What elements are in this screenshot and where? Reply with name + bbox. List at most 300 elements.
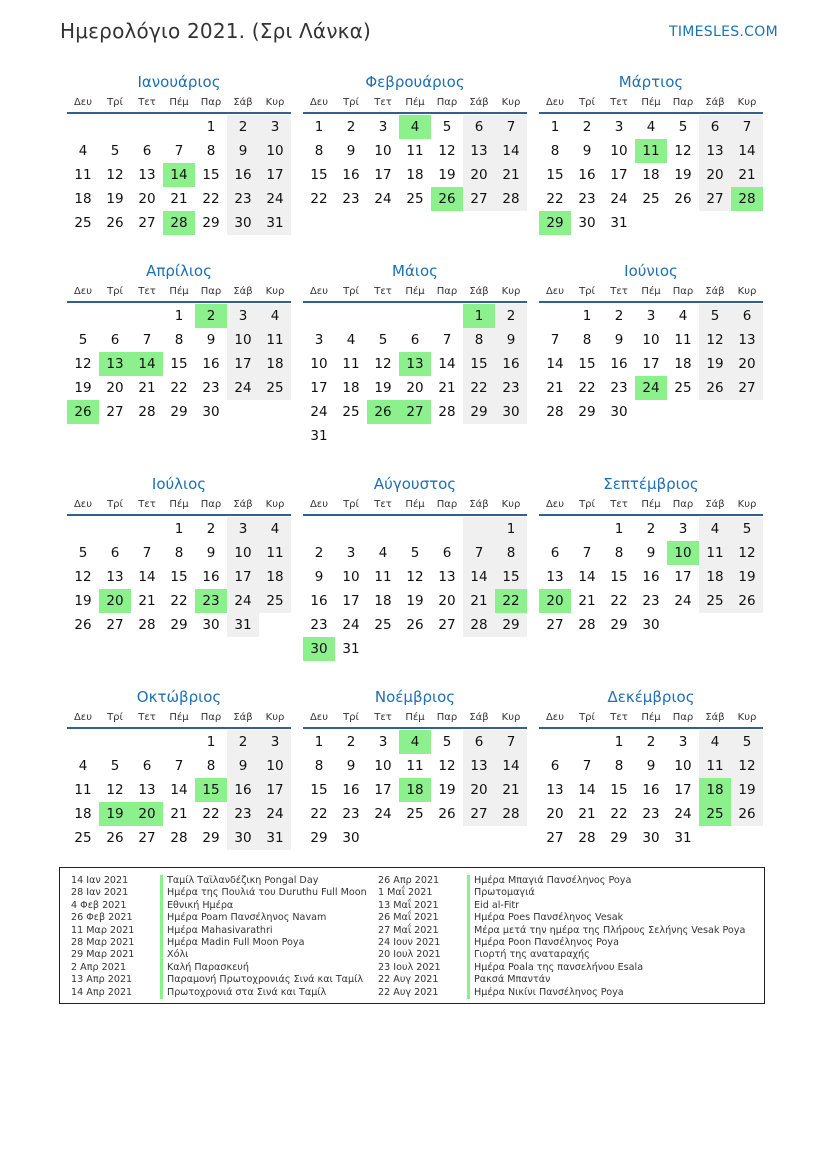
empty-cell bbox=[163, 730, 195, 754]
day-cell: 9 bbox=[346, 758, 356, 774]
legend-item bbox=[378, 974, 745, 986]
empty-cell bbox=[463, 424, 495, 448]
day-cell: 18 bbox=[406, 167, 424, 183]
day-cell: 16 bbox=[202, 569, 220, 585]
weekday-label: Παρ bbox=[436, 97, 458, 108]
day-cell: 1 bbox=[206, 119, 216, 135]
week-row bbox=[67, 517, 291, 541]
holiday-day: 28 bbox=[163, 211, 195, 235]
day-cell: 13 bbox=[731, 328, 763, 352]
day-cell: 17 bbox=[674, 569, 692, 585]
holiday-day: 14 bbox=[163, 163, 195, 187]
day-cell: 23 bbox=[202, 380, 220, 396]
legend-holiday-name: Ταμίλ Ταϊλανδέζικη Pongal Day bbox=[160, 875, 318, 887]
legend-holiday-name: Παραμονή Πρωτοχρονιάς Σινά και Ταμίλ bbox=[160, 974, 363, 986]
weekday-label: Δευ bbox=[309, 499, 329, 510]
empty-cell bbox=[303, 517, 335, 541]
legend-item bbox=[71, 974, 367, 986]
day-cell: 19 bbox=[106, 191, 124, 207]
month-block bbox=[303, 685, 527, 850]
legend-date: 14 Απρ 2021 bbox=[71, 986, 133, 998]
day-cell: 1 bbox=[314, 119, 324, 135]
legend-date: 27 Μαΐ 2021 bbox=[378, 924, 439, 936]
holiday-day: 20 bbox=[539, 589, 571, 613]
legend-holiday-name: Μέρα μετά την ημέρα της Πλήρους Σελήνης Vesak Poya bbox=[467, 925, 745, 937]
weekday-label: Τετ bbox=[138, 97, 156, 108]
empty-cell bbox=[539, 304, 571, 328]
weekday-label: Δευ bbox=[73, 286, 93, 297]
weekday-label: Παρ bbox=[200, 499, 222, 510]
day-cell: 16 bbox=[342, 167, 360, 183]
week-row bbox=[303, 115, 527, 139]
day-cell: 25 bbox=[342, 404, 360, 420]
week-row bbox=[303, 730, 527, 754]
day-cell: 9 bbox=[206, 545, 216, 561]
day-cell: 21 bbox=[731, 163, 763, 187]
day-cell: 28 bbox=[463, 613, 495, 637]
weekday-label: Δευ bbox=[73, 712, 93, 723]
day-cell: 5 bbox=[78, 332, 88, 348]
week-row bbox=[303, 400, 527, 424]
day-cell: 6 bbox=[699, 115, 731, 139]
weekday-label: Τετ bbox=[374, 712, 392, 723]
week-row bbox=[303, 589, 527, 613]
day-cell: 12 bbox=[74, 569, 92, 585]
empty-cell bbox=[431, 424, 463, 448]
month-block bbox=[539, 685, 763, 850]
day-cell: 16 bbox=[227, 778, 259, 802]
weekday-label: Πέμ bbox=[405, 286, 425, 297]
legend-date: 13 Μαΐ 2021 bbox=[378, 899, 439, 911]
weekday-label: Παρ bbox=[672, 712, 694, 723]
day-cell: 14 bbox=[463, 565, 495, 589]
weekday-label: Δευ bbox=[73, 97, 93, 108]
day-cell: 17 bbox=[227, 352, 259, 376]
day-cell: 12 bbox=[438, 143, 456, 159]
empty-cell bbox=[431, 517, 463, 541]
legend-holiday-name: Καλή Παρασκευή bbox=[160, 962, 249, 974]
day-cell: 11 bbox=[699, 754, 731, 778]
day-cell: 3 bbox=[227, 304, 259, 328]
weekday-label: Κυρ bbox=[737, 499, 757, 510]
day-cell: 13 bbox=[546, 569, 564, 585]
day-cell: 7 bbox=[582, 545, 592, 561]
day-cell: 15 bbox=[202, 167, 220, 183]
day-cell: 23 bbox=[578, 191, 596, 207]
day-cell: 21 bbox=[463, 589, 495, 613]
day-cell: 3 bbox=[227, 517, 259, 541]
day-cell: 6 bbox=[410, 332, 420, 348]
day-cell: 3 bbox=[346, 545, 356, 561]
day-cell: 8 bbox=[614, 545, 624, 561]
day-cell: 10 bbox=[310, 356, 328, 372]
weekday-label: Τετ bbox=[374, 97, 392, 108]
week-row bbox=[303, 565, 527, 589]
week-row bbox=[539, 304, 763, 328]
week-row bbox=[67, 778, 291, 802]
header-rule bbox=[303, 514, 527, 516]
day-cell: 18 bbox=[642, 167, 660, 183]
empty-cell bbox=[399, 424, 431, 448]
day-cell: 3 bbox=[678, 521, 688, 537]
day-cell: 6 bbox=[463, 730, 495, 754]
holiday-day: 13 bbox=[99, 352, 131, 376]
empty-cell bbox=[495, 826, 527, 850]
legend-holiday-name: Ημέρα Poam Πανσέληνος Navam bbox=[160, 912, 326, 924]
day-cell: 25 bbox=[74, 830, 92, 846]
month-title: Αύγουστος bbox=[373, 475, 457, 493]
empty-cell bbox=[731, 211, 763, 235]
empty-cell bbox=[635, 400, 667, 424]
day-cell: 29 bbox=[463, 400, 495, 424]
day-cell: 14 bbox=[495, 139, 527, 163]
day-cell: 25 bbox=[406, 191, 424, 207]
day-cell: 24 bbox=[374, 191, 392, 207]
holiday-day: 23 bbox=[195, 589, 227, 613]
day-cell: 23 bbox=[610, 380, 628, 396]
weekday-label: Πέμ bbox=[169, 97, 189, 108]
holiday-day: 4 bbox=[399, 730, 431, 754]
weekday-label: Πέμ bbox=[641, 97, 661, 108]
weekday-label: Δευ bbox=[309, 286, 329, 297]
day-cell: 16 bbox=[495, 352, 527, 376]
day-cell: 13 bbox=[699, 139, 731, 163]
empty-cell bbox=[571, 517, 603, 541]
legend-item bbox=[378, 937, 745, 949]
empty-cell bbox=[303, 304, 335, 328]
day-cell: 9 bbox=[227, 754, 259, 778]
weekday-header bbox=[303, 709, 527, 727]
empty-cell bbox=[399, 304, 431, 328]
week-row bbox=[67, 613, 291, 637]
day-cell: 9 bbox=[646, 758, 656, 774]
legend-date: 29 Μαρ 2021 bbox=[71, 949, 135, 961]
day-cell: 4 bbox=[678, 308, 688, 324]
weekday-label: Τετ bbox=[610, 712, 628, 723]
holiday-day: 27 bbox=[399, 400, 431, 424]
empty-cell bbox=[367, 424, 399, 448]
day-cell: 25 bbox=[259, 589, 291, 613]
day-cell: 14 bbox=[578, 569, 596, 585]
weekday-header bbox=[303, 94, 527, 112]
day-cell: 21 bbox=[438, 380, 456, 396]
day-cell: 15 bbox=[610, 782, 628, 798]
week-row bbox=[303, 637, 527, 661]
weekday-label: Σάβ bbox=[233, 286, 253, 297]
week-row bbox=[539, 541, 763, 565]
weekday-header bbox=[67, 496, 291, 514]
day-cell: 1 bbox=[174, 308, 184, 324]
day-cell: 14 bbox=[170, 782, 188, 798]
holiday-day: 10 bbox=[667, 541, 699, 565]
week-row bbox=[67, 187, 291, 211]
day-cell: 11 bbox=[74, 167, 92, 183]
weekday-label: Κυρ bbox=[501, 286, 521, 297]
day-cell: 6 bbox=[110, 545, 120, 561]
empty-cell bbox=[163, 115, 195, 139]
legend-date: 2 Απρ 2021 bbox=[71, 961, 127, 973]
weekday-label: Παρ bbox=[436, 286, 458, 297]
day-cell: 14 bbox=[495, 754, 527, 778]
weekday-label: Τετ bbox=[610, 286, 628, 297]
day-cell: 28 bbox=[138, 404, 156, 420]
weekday-header bbox=[539, 94, 763, 112]
weekday-header bbox=[303, 496, 527, 514]
empty-cell bbox=[495, 637, 527, 661]
day-cell: 17 bbox=[642, 356, 660, 372]
day-cell: 22 bbox=[578, 380, 596, 396]
day-cell: 10 bbox=[674, 758, 692, 774]
day-cell: 29 bbox=[610, 830, 628, 846]
empty-cell bbox=[463, 826, 495, 850]
weekday-label: Τετ bbox=[138, 286, 156, 297]
day-cell: 7 bbox=[174, 758, 184, 774]
day-cell: 25 bbox=[406, 806, 424, 822]
day-cell: 21 bbox=[578, 806, 596, 822]
week-row bbox=[539, 613, 763, 637]
weekday-label: Τρί bbox=[107, 286, 123, 297]
weekday-header bbox=[67, 94, 291, 112]
month-block bbox=[303, 70, 527, 211]
page-title: Ημερολόγιο 2021. (Σρι Λάνκα) bbox=[60, 19, 372, 43]
day-cell: 6 bbox=[442, 545, 452, 561]
weekday-label: Τετ bbox=[374, 286, 392, 297]
day-cell: 14 bbox=[546, 356, 564, 372]
day-cell: 24 bbox=[374, 806, 392, 822]
week-row bbox=[67, 139, 291, 163]
day-cell: 22 bbox=[610, 593, 628, 609]
day-cell: 1 bbox=[550, 119, 560, 135]
weekday-label: Κυρ bbox=[265, 712, 285, 723]
empty-cell bbox=[367, 517, 399, 541]
day-cell: 19 bbox=[731, 778, 763, 802]
day-cell: 20 bbox=[699, 163, 731, 187]
day-cell: 22 bbox=[310, 806, 328, 822]
day-cell: 24 bbox=[259, 187, 291, 211]
day-cell: 26 bbox=[674, 191, 692, 207]
month-title: Σεπτέμβριος bbox=[603, 475, 699, 493]
day-cell: 18 bbox=[699, 565, 731, 589]
week-row bbox=[539, 517, 763, 541]
day-cell: 12 bbox=[438, 758, 456, 774]
legend-item bbox=[378, 912, 745, 924]
empty-cell bbox=[227, 400, 259, 424]
day-cell: 9 bbox=[206, 332, 216, 348]
day-cell: 28 bbox=[170, 830, 188, 846]
day-cell: 20 bbox=[731, 352, 763, 376]
month-block bbox=[303, 472, 527, 661]
day-cell: 26 bbox=[106, 215, 124, 231]
day-cell: 5 bbox=[110, 143, 120, 159]
empty-cell bbox=[367, 826, 399, 850]
header-rule bbox=[539, 514, 763, 516]
day-cell: 21 bbox=[170, 191, 188, 207]
day-cell: 8 bbox=[314, 143, 324, 159]
month-title: Ιούλιος bbox=[151, 475, 207, 493]
site-link[interactable]: TIMESLES.COM bbox=[669, 24, 778, 40]
legend-item bbox=[378, 949, 745, 961]
day-cell: 19 bbox=[699, 352, 731, 376]
day-cell: 9 bbox=[582, 143, 592, 159]
day-cell: 9 bbox=[495, 328, 527, 352]
day-cell: 5 bbox=[699, 304, 731, 328]
weekday-label: Σάβ bbox=[233, 499, 253, 510]
empty-cell bbox=[131, 730, 163, 754]
day-cell: 15 bbox=[310, 782, 328, 798]
day-cell: 30 bbox=[578, 215, 596, 231]
holiday-day: 24 bbox=[635, 376, 667, 400]
day-cell: 4 bbox=[78, 143, 88, 159]
legend-item bbox=[71, 875, 367, 887]
day-cell: 1 bbox=[174, 521, 184, 537]
day-cell: 5 bbox=[78, 545, 88, 561]
legend-item bbox=[71, 937, 367, 949]
empty-cell bbox=[431, 304, 463, 328]
day-cell: 2 bbox=[346, 734, 356, 750]
day-cell: 13 bbox=[463, 139, 495, 163]
weekday-label: Σάβ bbox=[469, 499, 489, 510]
day-cell: 27 bbox=[463, 802, 495, 826]
legend-item bbox=[378, 875, 745, 887]
week-row bbox=[303, 376, 527, 400]
header-rule bbox=[303, 727, 527, 729]
day-cell: 24 bbox=[610, 191, 628, 207]
day-cell: 1 bbox=[582, 308, 592, 324]
week-row bbox=[303, 802, 527, 826]
empty-cell bbox=[399, 637, 431, 661]
week-row bbox=[303, 424, 527, 448]
day-cell: 6 bbox=[550, 758, 560, 774]
header-rule bbox=[539, 727, 763, 729]
day-cell: 30 bbox=[202, 404, 220, 420]
weekday-label: Πέμ bbox=[169, 712, 189, 723]
day-cell: 12 bbox=[731, 754, 763, 778]
day-cell: 15 bbox=[495, 565, 527, 589]
month-title: Νοέμβριος bbox=[374, 688, 456, 706]
weekday-header bbox=[67, 283, 291, 301]
week-row bbox=[539, 163, 763, 187]
day-cell: 18 bbox=[259, 352, 291, 376]
day-cell: 12 bbox=[106, 167, 124, 183]
header-rule bbox=[67, 727, 291, 729]
day-cell: 16 bbox=[642, 569, 660, 585]
week-row bbox=[67, 115, 291, 139]
day-cell: 21 bbox=[578, 593, 596, 609]
day-cell: 28 bbox=[546, 404, 564, 420]
day-cell: 28 bbox=[578, 830, 596, 846]
month-title: Φεβρουάριος bbox=[365, 73, 465, 91]
day-cell: 27 bbox=[731, 376, 763, 400]
day-cell: 31 bbox=[259, 826, 291, 850]
empty-cell bbox=[399, 826, 431, 850]
day-cell: 29 bbox=[578, 404, 596, 420]
week-row bbox=[303, 613, 527, 637]
holiday-day: 18 bbox=[399, 778, 431, 802]
day-cell: 5 bbox=[678, 119, 688, 135]
holiday-day: 25 bbox=[699, 802, 731, 826]
day-cell: 4 bbox=[259, 304, 291, 328]
day-cell: 29 bbox=[495, 613, 527, 637]
day-cell: 13 bbox=[106, 569, 124, 585]
holiday-day: 20 bbox=[131, 802, 163, 826]
day-cell: 22 bbox=[546, 191, 564, 207]
day-cell: 17 bbox=[227, 565, 259, 589]
empty-cell bbox=[67, 730, 99, 754]
weekday-label: Πέμ bbox=[641, 712, 661, 723]
day-cell: 29 bbox=[202, 215, 220, 231]
empty-cell bbox=[399, 517, 431, 541]
legend-holiday-name: Eid al-Fitr bbox=[467, 900, 519, 912]
day-cell: 2 bbox=[314, 545, 324, 561]
day-cell: 30 bbox=[642, 617, 660, 633]
day-cell: 9 bbox=[227, 139, 259, 163]
day-cell: 19 bbox=[674, 167, 692, 183]
week-row bbox=[67, 376, 291, 400]
day-cell: 7 bbox=[463, 541, 495, 565]
day-cell: 10 bbox=[610, 143, 628, 159]
day-cell: 26 bbox=[731, 802, 763, 826]
legend-item bbox=[71, 887, 367, 899]
day-cell: 28 bbox=[495, 802, 527, 826]
holiday-day: 18 bbox=[699, 778, 731, 802]
day-cell: 11 bbox=[342, 356, 360, 372]
week-row bbox=[539, 328, 763, 352]
weekday-label: Παρ bbox=[200, 286, 222, 297]
week-row bbox=[539, 376, 763, 400]
day-cell: 30 bbox=[642, 830, 660, 846]
legend-holiday-name: Πρωτοχρονιά στα Σινά και Ταμίλ bbox=[160, 987, 326, 999]
day-cell: 22 bbox=[170, 380, 188, 396]
day-cell: 15 bbox=[170, 356, 188, 372]
legend-date: 20 Ιουλ 2021 bbox=[378, 949, 441, 961]
day-cell: 10 bbox=[259, 139, 291, 163]
month-block bbox=[67, 685, 291, 850]
weekday-label: Κυρ bbox=[265, 499, 285, 510]
weekday-label: Παρ bbox=[200, 97, 222, 108]
empty-cell bbox=[131, 304, 163, 328]
day-cell: 30 bbox=[227, 826, 259, 850]
week-row bbox=[303, 778, 527, 802]
week-row bbox=[539, 589, 763, 613]
day-cell: 29 bbox=[170, 617, 188, 633]
legend-date: 13 Απρ 2021 bbox=[71, 974, 133, 986]
week-row bbox=[303, 541, 527, 565]
week-row bbox=[539, 400, 763, 424]
day-cell: 2 bbox=[582, 119, 592, 135]
legend-date: 1 Μαΐ 2021 bbox=[378, 887, 433, 899]
day-cell: 10 bbox=[259, 754, 291, 778]
day-cell: 19 bbox=[731, 565, 763, 589]
weekday-label: Δευ bbox=[545, 499, 565, 510]
day-cell: 15 bbox=[310, 167, 328, 183]
legend-item bbox=[71, 962, 367, 974]
empty-cell bbox=[131, 115, 163, 139]
weekday-label: Σάβ bbox=[233, 712, 253, 723]
legend-item bbox=[71, 900, 367, 912]
day-cell: 4 bbox=[259, 517, 291, 541]
day-cell: 30 bbox=[227, 211, 259, 235]
weekday-header bbox=[303, 283, 527, 301]
day-cell: 11 bbox=[406, 143, 424, 159]
holiday-day: 26 bbox=[367, 400, 399, 424]
day-cell: 27 bbox=[106, 617, 124, 633]
day-cell: 15 bbox=[578, 356, 596, 372]
legend-holiday-name: Ημέρα Poon Πανσέληνος Poya bbox=[467, 937, 619, 949]
holiday-day: 13 bbox=[399, 352, 431, 376]
empty-cell bbox=[367, 304, 399, 328]
day-cell: 2 bbox=[614, 308, 624, 324]
day-cell: 4 bbox=[378, 545, 388, 561]
